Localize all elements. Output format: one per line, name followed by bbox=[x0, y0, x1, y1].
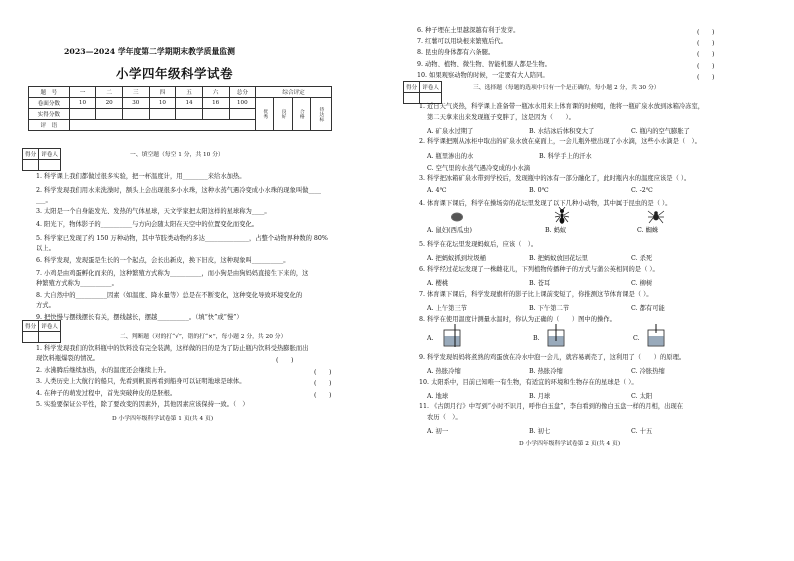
section2-title: 二、判断题（对的打“√”，错的打“×”，每小题 2 分，共 20 分） bbox=[120, 334, 287, 340]
beaker-b-illustration bbox=[545, 324, 567, 348]
grader-box-2 bbox=[22, 320, 61, 343]
question-line: 4. 体育课下课后，科学在操场旁的花坛里发现了以下几种小动物，其中属于昆虫的是（ ）。 bbox=[419, 200, 672, 207]
right-page bbox=[397, 0, 794, 561]
score-cell: 三 bbox=[122, 87, 149, 98]
answer-paren: ( ) bbox=[697, 40, 715, 47]
score-cell: 14 bbox=[176, 98, 203, 109]
question-line: 6. 科学发现，发现蛋是生长的一个起点，会长出新皮，换下旧皮，这种现象叫__________。 bbox=[36, 257, 290, 264]
question-line: 第二天拿来出来发现瓶子变胖了，这是因为（ ）。 bbox=[427, 114, 575, 121]
section3-title: 三、选择题（每题的选项中只有一个是正确的，每小题 2 分，共 30 分） bbox=[473, 85, 660, 91]
score-cell: 四 bbox=[149, 87, 176, 98]
question-line: 1. 近日天气炎热，科学课上准备带一瓶冰水用来上体育课的时候喝，他将一瓶矿泉水放到冰箱冷冻室， bbox=[419, 103, 705, 110]
option-c: C. 都有可能 bbox=[631, 305, 665, 312]
option-b: B. 把蚂蚁放回花坛里 bbox=[529, 255, 589, 262]
option-c: C. 蜘蛛 bbox=[637, 227, 659, 234]
question-line: 以上。 bbox=[36, 245, 55, 252]
question-line: 方式。 bbox=[36, 302, 55, 309]
option-a: A. 地球 bbox=[427, 393, 449, 400]
option-c: C. 杀死 bbox=[631, 255, 653, 262]
question-line: 10. 太阳系中，目前已知唯一有生物，有适宜的环境和生物存在的星球是（ ）。 bbox=[419, 379, 638, 386]
score-cell: 实得分数 bbox=[29, 109, 70, 120]
question-line: 2. 水沸腾后继续加热，水的温度还会继续上升。 bbox=[36, 367, 170, 374]
question-line: 3. 人类历史上大航行的船只，先看到帆顶再看到船身可以证明地球是球体。 bbox=[36, 378, 246, 385]
score-cell: 一 bbox=[69, 87, 96, 98]
option-b: B. 苍耳 bbox=[529, 280, 551, 287]
question-line: 8. 大自然中的__________因素（如温度、降水量等）总是在不断变化，这种变化导致环境变化的 bbox=[36, 292, 303, 299]
grade-good: 良好 bbox=[274, 98, 292, 131]
option-a: A. bbox=[427, 335, 434, 342]
question-line: 2. 科学课把刚从冰柜中取出的矿泉水放在桌面上，一会儿瓶外壁出现了小水滴，这些小水滴是（ ）。 bbox=[419, 138, 701, 145]
question-line: 3. 科学把冰箱矿泉水带到学校后，发现瓶中的冰有一部分融化了，此时瓶内水的温度应该是（ ）。 bbox=[419, 175, 691, 182]
question-line: ___。 bbox=[36, 197, 52, 204]
score-cell: 16 bbox=[202, 98, 229, 109]
score-cell: 20 bbox=[96, 98, 123, 109]
option-c: C. bbox=[633, 335, 640, 342]
spider-illustration bbox=[647, 208, 665, 224]
answer-paren: ( ) bbox=[314, 369, 332, 376]
option-c: C. 瓶内的空气膨胀了 bbox=[631, 128, 690, 135]
question-line: 1. 科学发现我们的饮料瓶中的饮料没有完全装满，这样做的目的是为了防止瓶内饮料受热膨胀而出 bbox=[36, 345, 309, 352]
score-label: 得分 bbox=[23, 149, 39, 160]
option-a: A. 4℃ bbox=[427, 187, 447, 194]
score-cell: 五 bbox=[176, 87, 203, 98]
option-a: A. 把蚂蚁抓到垃圾桶 bbox=[427, 255, 486, 262]
question-line: 7. 小鸡是由鸡蛋孵化而来的，这种繁殖方式称为__________，而小狗是由狗妈妈直接生下来的，这 bbox=[36, 270, 309, 277]
beaker-a-illustration bbox=[441, 324, 463, 348]
option-a: A. 热胀冷缩 bbox=[427, 368, 461, 375]
question-line: 7. 红薯可以用块根来繁殖后代。 bbox=[417, 38, 507, 45]
question-line: 9. 科学发现妈妈将煮熟的鸡蛋放在冷水中泡一会儿，就容易剥壳了，这利用了（ ）的原理。 bbox=[419, 354, 686, 361]
question-line: 1. 科学课上我们都做过很多实验，把一杯温度计，用________来给水加热。 bbox=[36, 173, 246, 180]
question-line: 现饮料瓶爆裂的情况。 bbox=[36, 355, 99, 362]
grade-excellent: 优秀 bbox=[256, 98, 274, 131]
answer-paren: ( ) bbox=[314, 380, 332, 387]
question-line: 5. 科学家已发现了约 150 万种动物，其中节肢类动物约多达______________，占整个动物界种数的 80% bbox=[36, 235, 328, 242]
option-b: B. 月球 bbox=[529, 393, 551, 400]
question-line: 10. 如果观察动物的时候，一定要有大人陪同。 bbox=[417, 72, 549, 79]
exam-header: 2023—2024 学年度第二学期期末教学质量监测 bbox=[64, 47, 235, 56]
woodlouse-illustration bbox=[449, 210, 465, 224]
option-b: B. 热胀冷缩 bbox=[529, 368, 563, 375]
option-c: C. -2℃ bbox=[631, 187, 653, 194]
question-line: 4. 阳光下，物体影子的__________与方向会随太阳在天空中的位置变化而变化。 bbox=[36, 221, 259, 228]
question-line: 11. 《古朗月行》中写到“小时不识月，呼作白玉盘”，李白看到的像白玉盘一样的月相，出现在 bbox=[419, 403, 684, 410]
option-a: A. 上午第三节 bbox=[427, 305, 468, 312]
question-line: 9. 把快慢与摆线摆长有关，摆线越长，摆越__________。（填“快”或“慢”） bbox=[36, 314, 243, 321]
page-footer: D 小学四年级科学试卷第 2 页(共 4 页) bbox=[519, 441, 621, 447]
score-cell: 六 bbox=[202, 87, 229, 98]
option-b: B. bbox=[533, 335, 540, 342]
question-line: 7. 体育课下课后，科学发现旗杆的影子比上课前变短了，你推测这节体育课是（ ）。 bbox=[419, 291, 653, 298]
option-a: A. 瓶里渗出的水 bbox=[427, 153, 474, 160]
ant-illustration bbox=[553, 207, 571, 225]
option-a: A. 初一 bbox=[427, 428, 449, 435]
question-line: 8. 科学在使用温度计测量水温时，你认为正确的（ ）图中的操作。 bbox=[419, 316, 616, 323]
score-cell: 综合评定 bbox=[256, 87, 332, 98]
score-cell: 30 bbox=[122, 98, 149, 109]
option-b: B. 科学手上的汗水 bbox=[539, 153, 592, 160]
score-cell: 二 bbox=[96, 87, 123, 98]
option-c: C. 太阳 bbox=[631, 393, 653, 400]
option-c: C. 冷胀热缩 bbox=[631, 368, 665, 375]
grader-label: 评卷人 bbox=[420, 82, 442, 93]
option-b: B. 水结冰后体积变大了 bbox=[529, 128, 595, 135]
option-a: A. 樱桃 bbox=[427, 280, 449, 287]
grader-box-1 bbox=[22, 148, 61, 171]
score-label: 得分 bbox=[23, 321, 39, 332]
score-cell: 总分 bbox=[229, 87, 256, 98]
grade-pending: 待达标 bbox=[310, 98, 331, 131]
question-line: 3. 太阳是一个自身能发光、发热的气体星球，天文学家把太阳这样的星球称为____。 bbox=[36, 208, 271, 215]
score-cell: 100 bbox=[229, 98, 256, 109]
answer-paren: ( ) bbox=[697, 63, 715, 70]
option-c: C. 十五 bbox=[631, 428, 653, 435]
option-b: B. 0℃ bbox=[529, 187, 549, 194]
option-a: A. 矿泉水过期了 bbox=[427, 128, 474, 135]
question-line: 6. 种子埋在土里越深越有利于发芽。 bbox=[417, 27, 520, 34]
option-a: A. 鼠妇(西瓜虫) bbox=[427, 227, 472, 234]
grader-box-3 bbox=[403, 81, 442, 104]
option-b: B. 蚂蚁 bbox=[545, 227, 567, 234]
question-line: 2. 科学发现我们用水来洗澡时，额头上会出现很多小水珠，这种水蒸气遇冷变成小水珠的现象叫做____ bbox=[36, 187, 322, 194]
grade-pass: 合格 bbox=[292, 98, 310, 131]
section1-title: 一、填空题（每空 1 分，共 10 分） bbox=[130, 152, 224, 158]
question-line: 6. 科学经过花坛发现了一株雌花儿，下列植物传播种子的方式与蒲公英相同的是（ ）。 bbox=[419, 266, 659, 273]
option-b: B. 初七 bbox=[529, 428, 551, 435]
question-line: 农历（ ）。 bbox=[427, 414, 462, 421]
beaker-c-illustration bbox=[645, 324, 667, 348]
score-cell: 10 bbox=[69, 98, 96, 109]
score-label: 得分 bbox=[404, 82, 420, 93]
grader-label: 评卷人 bbox=[39, 321, 61, 332]
answer-paren: ( ) bbox=[276, 357, 294, 364]
score-table bbox=[28, 86, 332, 131]
page-footer: D 小学四年级科学试卷第 1 页(共 4 页) bbox=[112, 416, 214, 422]
score-cell: 评 语 bbox=[29, 120, 70, 131]
answer-paren: ( ) bbox=[314, 392, 332, 399]
option-b: B. 下午第二节 bbox=[529, 305, 570, 312]
option-c: C. 空气里的水蒸气遇冷变成的小水滴 bbox=[427, 165, 531, 172]
question-line: 种繁殖方式称为__________。 bbox=[36, 280, 118, 287]
option-c: C. 柳树 bbox=[631, 280, 653, 287]
question-line: 8. 昆虫的身体都有六条腿。 bbox=[417, 49, 495, 56]
grader-label: 评卷人 bbox=[39, 149, 61, 160]
question-line: 5. 实验要保证公平性，除了要改变的因素外，其他因素应该保持一致。（ ） bbox=[36, 401, 249, 408]
answer-paren: ( ) bbox=[697, 29, 715, 36]
question-line: 9. 动物、植物、微生物、智能机器人都是生物。 bbox=[417, 61, 551, 68]
question-line: 5. 科学在花坛里发现蚂蚁后，应该（ ）。 bbox=[419, 241, 538, 248]
score-cell: 题 号 bbox=[29, 87, 70, 98]
answer-paren: ( ) bbox=[697, 74, 715, 81]
score-cell: 10 bbox=[149, 98, 176, 109]
score-cell: 卷面分数 bbox=[29, 98, 70, 109]
answer-paren: ( ) bbox=[697, 51, 715, 58]
question-line: 4. 在种子的萌发过程中，首先突破种皮的是胚根。 bbox=[36, 390, 177, 397]
exam-title: 小学四年级科学试卷 bbox=[116, 66, 234, 81]
